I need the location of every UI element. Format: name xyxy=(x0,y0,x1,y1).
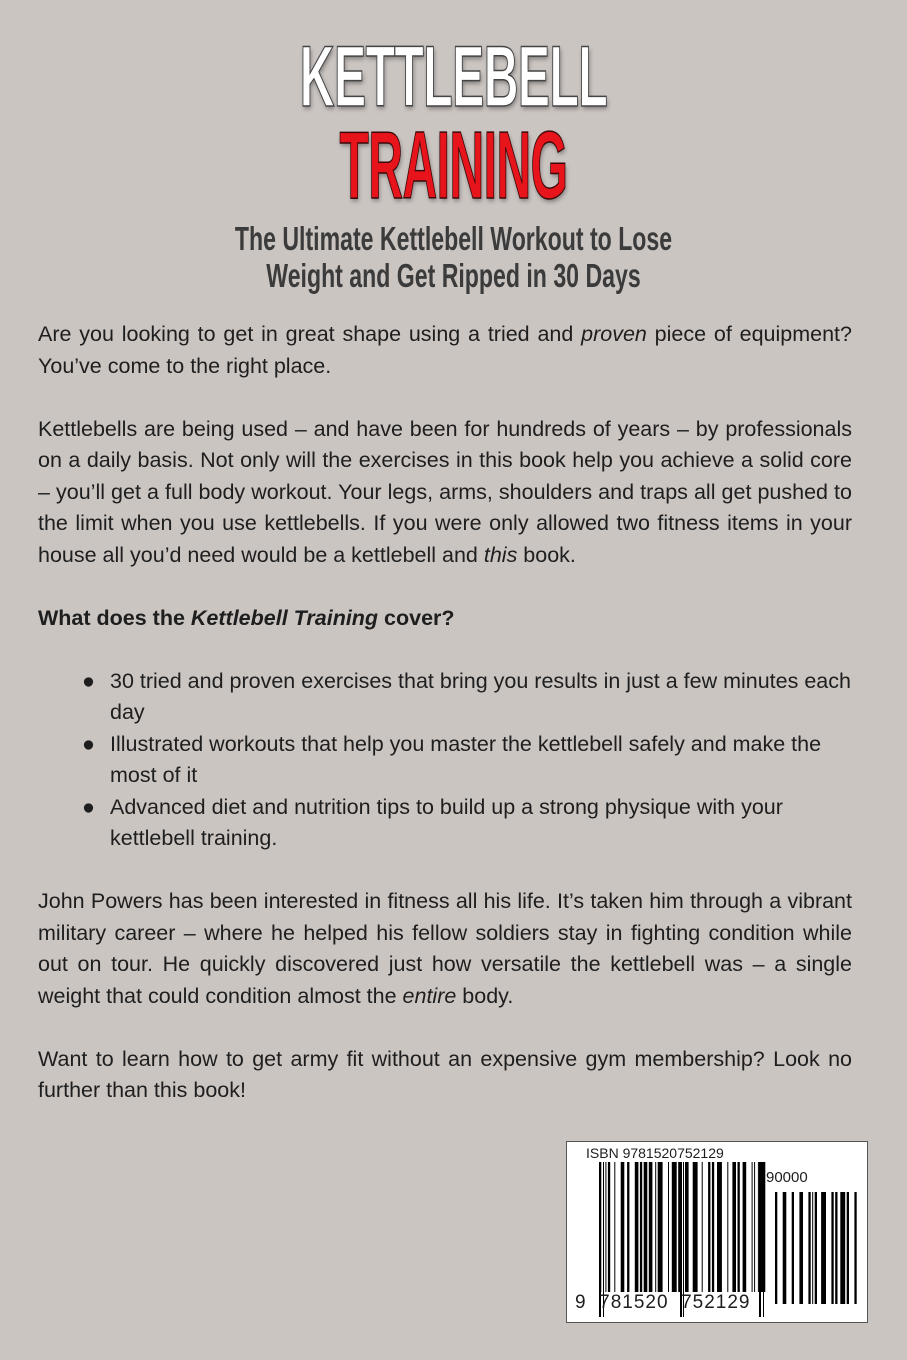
barcode-bar xyxy=(608,1162,610,1292)
barcode-bar xyxy=(840,1192,845,1304)
barcode-bar xyxy=(702,1162,703,1292)
paragraph-author: John Powers has been interested in fitness all his life. It’s taken him through a vibrant military career – where he helped his fellow soldiers stay in fighting condition while out on tour. He quickly discovered just how versatile the kettlebell was – a single weight that could condition almost the entire body. xyxy=(38,889,852,1008)
barcode-bar xyxy=(799,1192,803,1304)
barcode-bar xyxy=(808,1192,810,1304)
barcode-bar xyxy=(649,1162,653,1292)
barcode-bar xyxy=(831,1192,833,1304)
barcode-bar xyxy=(760,1162,765,1292)
barcode-bar xyxy=(685,1162,689,1292)
paragraph-kettlebells: Kettlebells are being used – and have been for hundreds of years – by professionals on a daily basis. Not only will the exercises in this book help you achieve a solid core – you’ll get a full body workout. Your legs, arms, shoulders and traps all get pushed to the limit when you use kettlebells. If you were only allowed two fitness items in your house all you’d need would be a kettlebell and this book. xyxy=(38,416,852,567)
barcode-bar xyxy=(640,1162,642,1292)
barcode-bar xyxy=(821,1192,826,1304)
barcode-guard-bar xyxy=(763,1162,764,1317)
barcode-bar xyxy=(635,1162,639,1292)
feature-list xyxy=(38,666,852,855)
list-item: ● 30 tried and proven exercises that bring you results in just a few minutes each day xyxy=(82,668,851,724)
barcode-bar xyxy=(835,1192,837,1304)
barcode-bar xyxy=(812,1192,813,1304)
barcode-bar xyxy=(668,1162,669,1292)
list-item: ● Illustrated workouts that help you master the kettlebell safely and make the most of it xyxy=(82,731,822,787)
blurb xyxy=(38,319,852,1138)
barcode-bar xyxy=(783,1192,787,1304)
barcode-bar xyxy=(775,1192,777,1304)
barcode-bar xyxy=(717,1162,722,1292)
barcode-bar xyxy=(854,1192,856,1304)
barcode-bar xyxy=(738,1162,740,1292)
barcode-bar xyxy=(614,1162,615,1292)
barcode-bar xyxy=(658,1162,663,1292)
barcode-bar xyxy=(708,1162,710,1292)
barcode-bar xyxy=(727,1162,728,1292)
barcode-bar xyxy=(847,1192,849,1304)
barcode-bar xyxy=(732,1162,736,1292)
subtitle xyxy=(136,220,771,294)
subtitle-line: The Ultimate Kettlebell Workout to Lose xyxy=(234,220,673,257)
barcode-bar xyxy=(758,1162,759,1292)
question-heading: What does the Kettlebell Training cover? xyxy=(38,605,455,630)
barcode-bar xyxy=(605,1162,606,1292)
paragraph-intro: Are you looking to get in great shape using a tried and proven piece of equipment? You’ve come to the right place. xyxy=(38,322,852,378)
paragraph-closing: Want to learn how to get army fit without an expensive gym membership? Look no further than this book! xyxy=(38,1046,852,1102)
barcode-bar xyxy=(743,1162,747,1292)
barcode-bar xyxy=(752,1162,753,1292)
title-training: TRAINING xyxy=(339,112,568,219)
isbn-barcode xyxy=(566,1141,868,1323)
addon-number: 90000 xyxy=(766,1169,808,1186)
barcode-bar xyxy=(792,1192,794,1304)
barcode-bar xyxy=(712,1162,714,1292)
barcode-bar xyxy=(672,1162,677,1292)
list-item: ● Advanced diet and nutrition tips to build up a strong physique with your kettlebell training. xyxy=(82,794,783,850)
barcode-bar xyxy=(754,1162,755,1292)
isbn-label: ISBN 9781520752129 xyxy=(586,1145,724,1161)
barcode-bar xyxy=(621,1162,625,1292)
subtitle-line: Weight and Get Ripped in 30 Days xyxy=(266,257,641,294)
title-kettlebell: KETTLEBELL xyxy=(299,29,608,125)
barcode-bar xyxy=(644,1162,648,1292)
barcode-bar xyxy=(693,1162,698,1292)
barcode-digits: 9 781520 752129 xyxy=(575,1292,751,1313)
barcode-bar xyxy=(655,1162,656,1292)
barcode-bar xyxy=(815,1192,817,1304)
barcode-bar xyxy=(627,1162,629,1292)
barcode-guard-bar xyxy=(759,1162,761,1317)
